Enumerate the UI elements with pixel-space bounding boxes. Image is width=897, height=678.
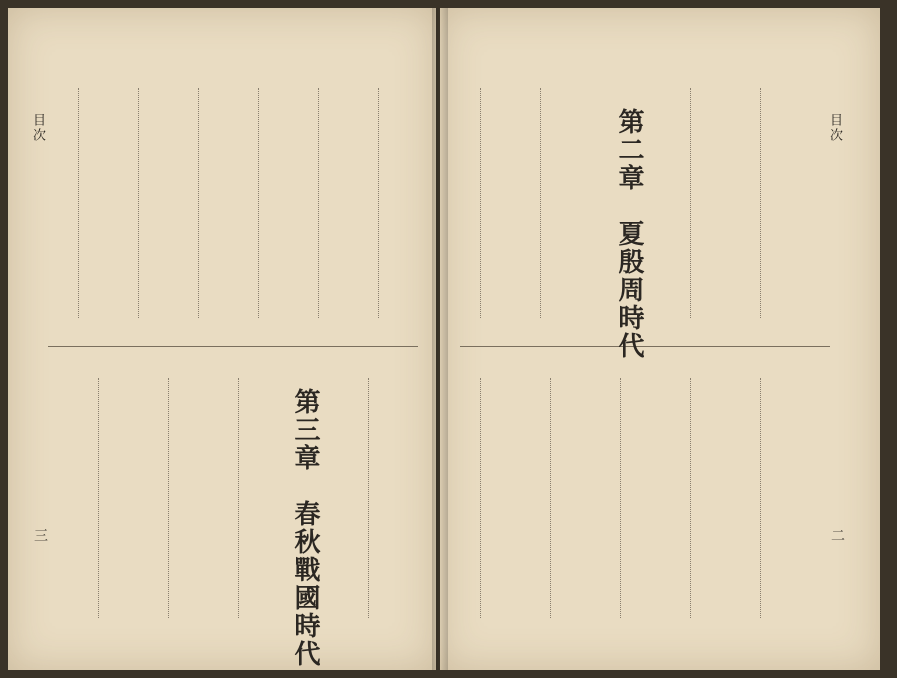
toc-leader bbox=[238, 378, 239, 618]
toc-leader bbox=[258, 88, 259, 318]
toc-leader bbox=[368, 378, 369, 618]
toc-leader bbox=[318, 88, 319, 318]
left-page-number: 三 bbox=[32, 528, 48, 544]
open-book bbox=[8, 8, 880, 670]
toc-leader bbox=[620, 378, 621, 618]
toc-leader bbox=[168, 378, 169, 618]
toc-leader bbox=[480, 88, 481, 318]
toc-leader bbox=[760, 378, 761, 618]
toc-leader bbox=[78, 88, 79, 318]
chapter-three-heading: 第三章 春秋戰國時代 bbox=[290, 388, 320, 668]
book-gutter bbox=[432, 8, 448, 670]
toc-leader bbox=[550, 378, 551, 618]
toc-leader bbox=[98, 378, 99, 618]
left-page-divider bbox=[48, 346, 418, 347]
left-page-marker: 目次 bbox=[30, 113, 45, 143]
right-page-divider bbox=[460, 346, 830, 347]
right-page-number: 二 bbox=[829, 528, 845, 544]
toc-leader bbox=[378, 88, 379, 318]
chapter-two-heading: 第二章 夏殷周時代 bbox=[614, 108, 644, 360]
right-page bbox=[440, 8, 880, 670]
toc-leader bbox=[690, 88, 691, 318]
toc-leader bbox=[198, 88, 199, 318]
toc-leader bbox=[480, 378, 481, 618]
toc-leader bbox=[540, 88, 541, 318]
toc-leader bbox=[138, 88, 139, 318]
toc-leader bbox=[760, 88, 761, 318]
left-page bbox=[8, 8, 436, 670]
right-page-marker: 目次 bbox=[827, 113, 842, 143]
toc-leader bbox=[690, 378, 691, 618]
